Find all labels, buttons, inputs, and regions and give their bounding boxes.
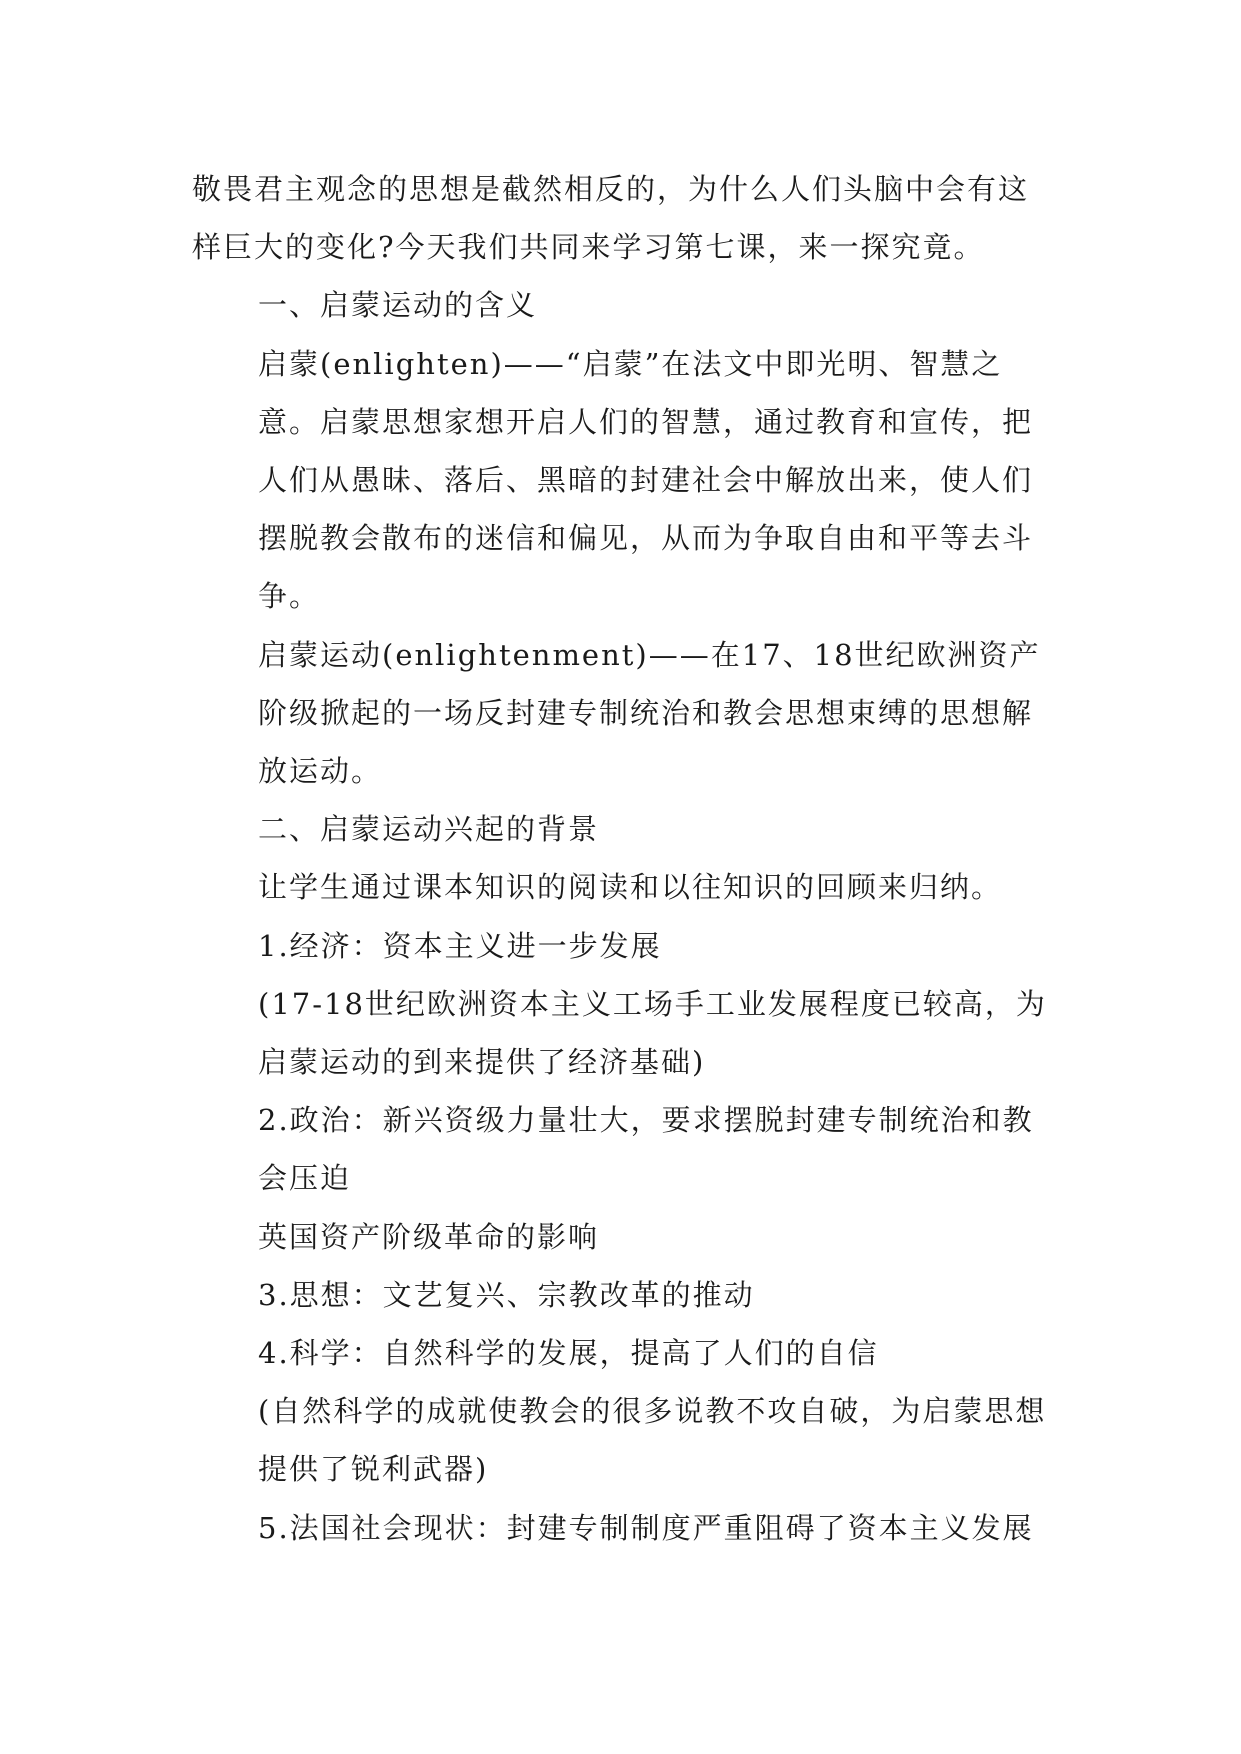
paragraph: (自然科学的成就使教会的很多说教不攻自破，为启蒙思想提供了锐利武器) (258, 1394, 1047, 1487)
list-item: 3.思想：文艺复兴、宗教改革的推动 (258, 1277, 755, 1312)
section-heading: 一、启蒙运动的含义 (258, 288, 538, 323)
list-item: 4.科学：自然科学的发展，提高了人们的自信 (258, 1336, 879, 1371)
paragraph: 让学生通过课本知识的阅读和以往知识的回顾来归纳。 (258, 870, 1003, 905)
paragraph: 敬畏君主观念的思想是截然相反的，为什么人们头脑中会有这样巨大的变化?今天我们共同来学习第七课，来一探究竟。 (192, 172, 1030, 265)
paragraph: 英国资产阶级革命的影响 (258, 1219, 600, 1254)
paragraph: 启蒙运动(enlightenment)——在17、18世纪欧洲资产阶级掀起的一场反封建专制统治和教会思想束缚的思想解放运动。 (258, 637, 1041, 789)
paragraph: (17-18世纪欧洲资本主义工场手工业发展程度已较高，为启蒙运动的到来提供了经济基础) (258, 986, 1047, 1080)
document-body (192, 160, 1052, 1557)
paragraph: 启蒙(enlighten)——“启蒙”在法文中即光明、智慧之意。启蒙思想家想开启人们的智慧，通过教育和宣传，把人们从愚昧、落后、黑暗的封建社会中解放出来，使人们摆脱教会散布的迷信和偏见，从而为争取自由和平等去斗争。 (258, 346, 1034, 614)
list-item: 5.法国社会现状：封建专制制度严重阻碍了资本主义发展 (258, 1510, 1034, 1545)
list-item: 1.经济：资本主义进一步发展 (258, 928, 662, 963)
section-heading: 二、启蒙运动兴起的背景 (258, 812, 600, 847)
list-item: 2.政治：新兴资级力量壮大，要求摆脱封建专制统治和教会压迫 (258, 1103, 1034, 1196)
